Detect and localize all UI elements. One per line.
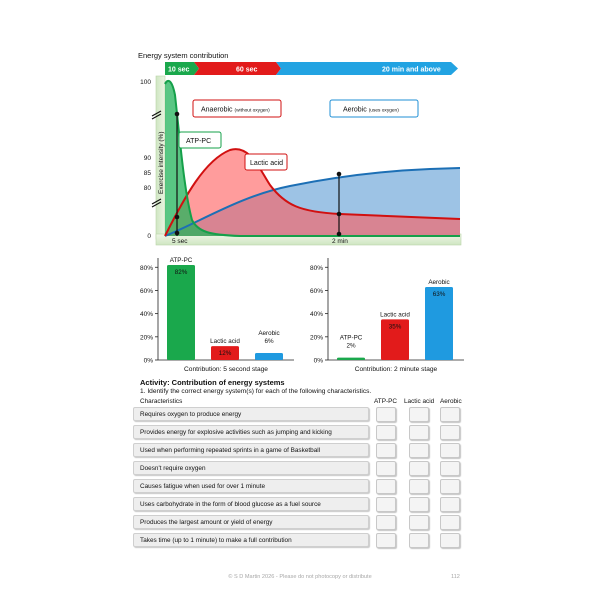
phase-label-60sec: 60 sec (236, 66, 258, 74)
answer-box-lactic-acid[interactable] (409, 479, 429, 494)
bar-category-label: Lactic acid (210, 338, 240, 346)
answer-box-lactic-acid[interactable] (409, 515, 429, 530)
bar (255, 353, 283, 360)
y-tick-label: 20% (309, 334, 323, 342)
col-header-lactic-acid: Lactic acid (404, 398, 435, 405)
answer-box-aerobic[interactable] (440, 425, 460, 440)
bar-value-label: 35% (388, 323, 402, 331)
y-tick-label: 40% (139, 311, 153, 319)
y-tick-label: 60% (309, 287, 323, 295)
answer-box-lactic-acid[interactable] (409, 497, 429, 512)
y-tick-label: 80% (309, 264, 323, 272)
bar (337, 358, 365, 360)
answer-box-atp-pc[interactable] (376, 479, 396, 494)
answer-box-aerobic[interactable] (440, 497, 460, 512)
activity-title: Activity: Contribution of energy systems (140, 378, 285, 387)
y-tick-label: 0% (143, 357, 153, 365)
atp-pc-callout: ATP-PC (186, 138, 212, 145)
answer-box-aerobic[interactable] (440, 407, 460, 422)
y-tick-90: 90 (143, 155, 151, 162)
bar-category-label: Aerobic (258, 330, 280, 338)
bar-value-label: 6% (264, 338, 274, 346)
bar (167, 265, 195, 360)
characteristic-row: Used when performing repeated sprints in a game of Basketball (133, 443, 369, 457)
bar-chart-2-minute (298, 252, 468, 374)
answer-box-atp-pc[interactable] (376, 533, 396, 548)
y-axis-label: Exercise intensity (%) (158, 131, 165, 194)
bar-value-label: 2% (346, 342, 356, 350)
answer-box-aerobic[interactable] (440, 461, 460, 476)
bar-category-label: ATP-PC (339, 334, 363, 342)
phase-label-20min: 20 min and above (382, 66, 441, 74)
bar-value-label: 63% (432, 290, 446, 298)
col-header-aerobic: Aerobic (440, 398, 462, 405)
answer-box-atp-pc[interactable] (376, 515, 396, 530)
answer-box-aerobic[interactable] (440, 479, 460, 494)
bar-value-label: 12% (218, 350, 232, 358)
characteristics-header: Characteristics (140, 398, 183, 405)
x-tick-2min: 2 min (332, 238, 348, 245)
answer-box-atp-pc[interactable] (376, 407, 396, 422)
y-tick-label: 40% (309, 311, 323, 319)
y-tick-label: 20% (139, 334, 153, 342)
characteristic-row: Doesn't require oxygen (133, 461, 369, 475)
aerobic-note: (uses oxygen) (368, 108, 399, 114)
answer-box-lactic-acid[interactable] (409, 407, 429, 422)
answer-box-atp-pc[interactable] (376, 443, 396, 458)
phase-label-10sec: 10 sec (168, 66, 190, 74)
answer-box-atp-pc[interactable] (376, 461, 396, 476)
y-tick-100: 100 (140, 79, 151, 86)
answer-box-aerobic[interactable] (440, 515, 460, 530)
y-tick-0: 0 (147, 233, 151, 240)
answer-box-lactic-acid[interactable] (409, 443, 429, 458)
answer-box-atp-pc[interactable] (376, 425, 396, 440)
y-tick-label: 80% (139, 264, 153, 272)
answer-box-aerobic[interactable] (440, 443, 460, 458)
y-tick-label: 60% (139, 287, 153, 295)
copyright-footer: © S D Martin 2026 - Please do not photocopy or distribute (228, 574, 372, 580)
characteristic-row: Requires oxygen to produce energy (133, 407, 369, 421)
bar-chart-title: Contribution: 2 minute stage (354, 366, 438, 373)
characteristic-row: Causes fatigue when used for over 1 minute (133, 479, 369, 493)
anaerobic-note: (without oxygen) (234, 108, 270, 114)
aerobic-callout (343, 107, 399, 114)
characteristic-row: Takes time (up to 1 minute) to make a full contribution (133, 533, 369, 547)
y-tick-label: 0% (313, 357, 323, 365)
answer-box-aerobic[interactable] (440, 533, 460, 548)
characteristic-row: Uses carbohydrate in the form of blood glucose as a fuel source (133, 497, 369, 511)
answer-box-lactic-acid[interactable] (409, 461, 429, 476)
page-number: 112 (451, 574, 460, 580)
anaerobic-label: Anaerobic (201, 106, 233, 114)
characteristic-row: Produces the largest amount or yield of energy (133, 515, 369, 529)
bar-chart-title: Contribution: 5 second stage (184, 366, 268, 373)
bar-category-label: Aerobic (428, 278, 450, 286)
answer-box-lactic-acid[interactable] (409, 425, 429, 440)
answer-box-lactic-acid[interactable] (409, 533, 429, 548)
lactic-callout: Lactic acid (250, 160, 284, 167)
x-tick-5sec: 5 sec (172, 238, 188, 245)
aerobic-label: Aerobic (343, 106, 367, 114)
energy-system-chart (0, 0, 600, 260)
y-tick-80: 80 (143, 185, 151, 192)
characteristic-row: Provides energy for explosive activities such as jumping and kicking (133, 425, 369, 439)
page-heading: Energy system contribution (138, 51, 229, 60)
bar-category-label: ATP-PC (169, 256, 193, 264)
col-header-atp-pc: ATP-PC (374, 398, 397, 405)
anaerobic-callout (201, 107, 270, 114)
bar-category-label: Lactic acid (380, 311, 410, 319)
answer-box-atp-pc[interactable] (376, 497, 396, 512)
bar-chart-5-second (128, 252, 298, 374)
y-tick-85: 85 (143, 170, 151, 177)
bar-value-label: 82% (174, 268, 188, 276)
activity-instruction: 1. Identify the correct energy system(s) for each of the following characteristics. (140, 388, 372, 395)
